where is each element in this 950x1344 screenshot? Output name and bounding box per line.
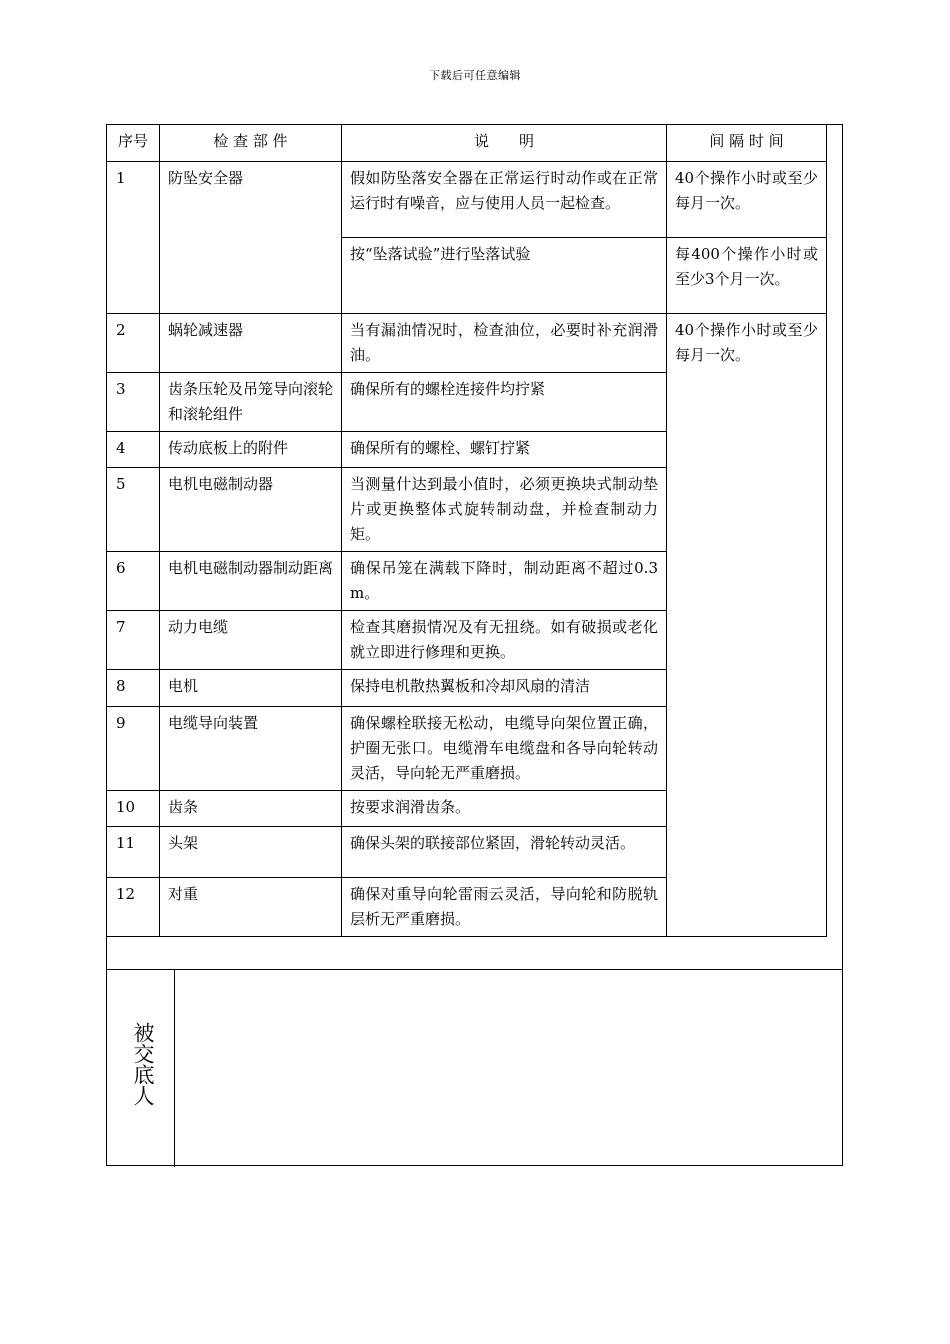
row-desc: 按要求润滑齿条。	[342, 791, 667, 827]
header-interval: 间 隔 时 间	[667, 125, 827, 162]
row-part: 电机	[160, 670, 342, 707]
row-part: 蜗轮减速器	[160, 314, 342, 373]
row-no: 10	[107, 791, 160, 827]
row-part: 齿条	[160, 791, 342, 827]
row-no: 1	[107, 162, 160, 314]
row-desc: 确保螺栓联接无松动，电缆导向架位置正确，护圈无张口。电缆滑车电缆盘和各导向轮转动灵活，导向轮无严重磨损。	[342, 707, 667, 791]
row-desc: 确保所有的螺栓连接件均拧紧	[342, 373, 667, 432]
row-desc: 确保所有的螺栓、螺钉拧紧	[342, 432, 667, 468]
inspection-table	[106, 124, 827, 937]
receiver-section	[106, 969, 843, 1166]
row-no: 11	[107, 827, 160, 878]
row-desc: 当测量什达到最小值时，必须更换块式制动垫片或更换整体式旋转制动盘，并检查制动力矩。	[342, 468, 667, 552]
row-no: 5	[107, 468, 160, 552]
row-desc: 按“坠落试验”进行坠落试验	[342, 238, 667, 314]
row-desc: 当有漏油情况时，检查油位，必要时补充润滑油。	[342, 314, 667, 373]
header-no: 序号	[107, 125, 160, 162]
table-row	[107, 314, 827, 373]
row-part: 电机电磁制动器	[160, 468, 342, 552]
row-no: 3	[107, 373, 160, 432]
row-no: 8	[107, 670, 160, 707]
row-desc: 假如防坠落安全器在正常运行时动作或在正常运行时有噪音，应与使用人员一起检查。	[342, 162, 667, 238]
row-part: 防坠安全器	[160, 162, 342, 314]
row-part: 电机电磁制动器制动距离	[160, 552, 342, 611]
row-part: 电缆导向装置	[160, 707, 342, 791]
row-no: 6	[107, 552, 160, 611]
row-part: 齿条压轮及吊笼导向滚轮和滚轮组件	[160, 373, 342, 432]
row-interval: 40个操作小时或至少每月一次。	[667, 314, 827, 937]
row-desc: 确保吊笼在满载下降时，制动距离不超过0.3m。	[342, 552, 667, 611]
row-desc: 确保头架的联接部位紧固，滑轮转动灵活。	[342, 827, 667, 878]
row-no: 7	[107, 611, 160, 670]
row-no: 2	[107, 314, 160, 373]
row-desc: 保持电机散热翼板和冷却风扇的清洁	[342, 670, 667, 707]
row-part: 传动底板上的附件	[160, 432, 342, 468]
row-no: 4	[107, 432, 160, 468]
row-no: 9	[107, 707, 160, 791]
header-part: 检 查 部 件	[160, 125, 342, 162]
table-row	[107, 162, 827, 238]
receiver-label: 被交底人	[131, 1022, 155, 1106]
header-note: 下载后可任意编辑	[429, 69, 521, 82]
row-desc: 检查其磨损情况及有无扭绕。如有破损或老化就立即进行修理和更换。	[342, 611, 667, 670]
row-part: 头架	[160, 827, 342, 878]
table-header-row	[107, 125, 827, 162]
receiver-divider	[174, 970, 175, 1167]
row-no: 12	[107, 878, 160, 937]
row-part: 对重	[160, 878, 342, 937]
header-desc: 说 明	[342, 125, 667, 162]
row-interval: 每400个操作小时或至少3个月一次。	[667, 238, 827, 314]
row-part: 动力电缆	[160, 611, 342, 670]
row-interval: 40个操作小时或至少每月一次。	[667, 162, 827, 238]
row-desc: 确保对重导向轮雷雨云灵活，导向轮和防脱轨层析无严重磨损。	[342, 878, 667, 937]
